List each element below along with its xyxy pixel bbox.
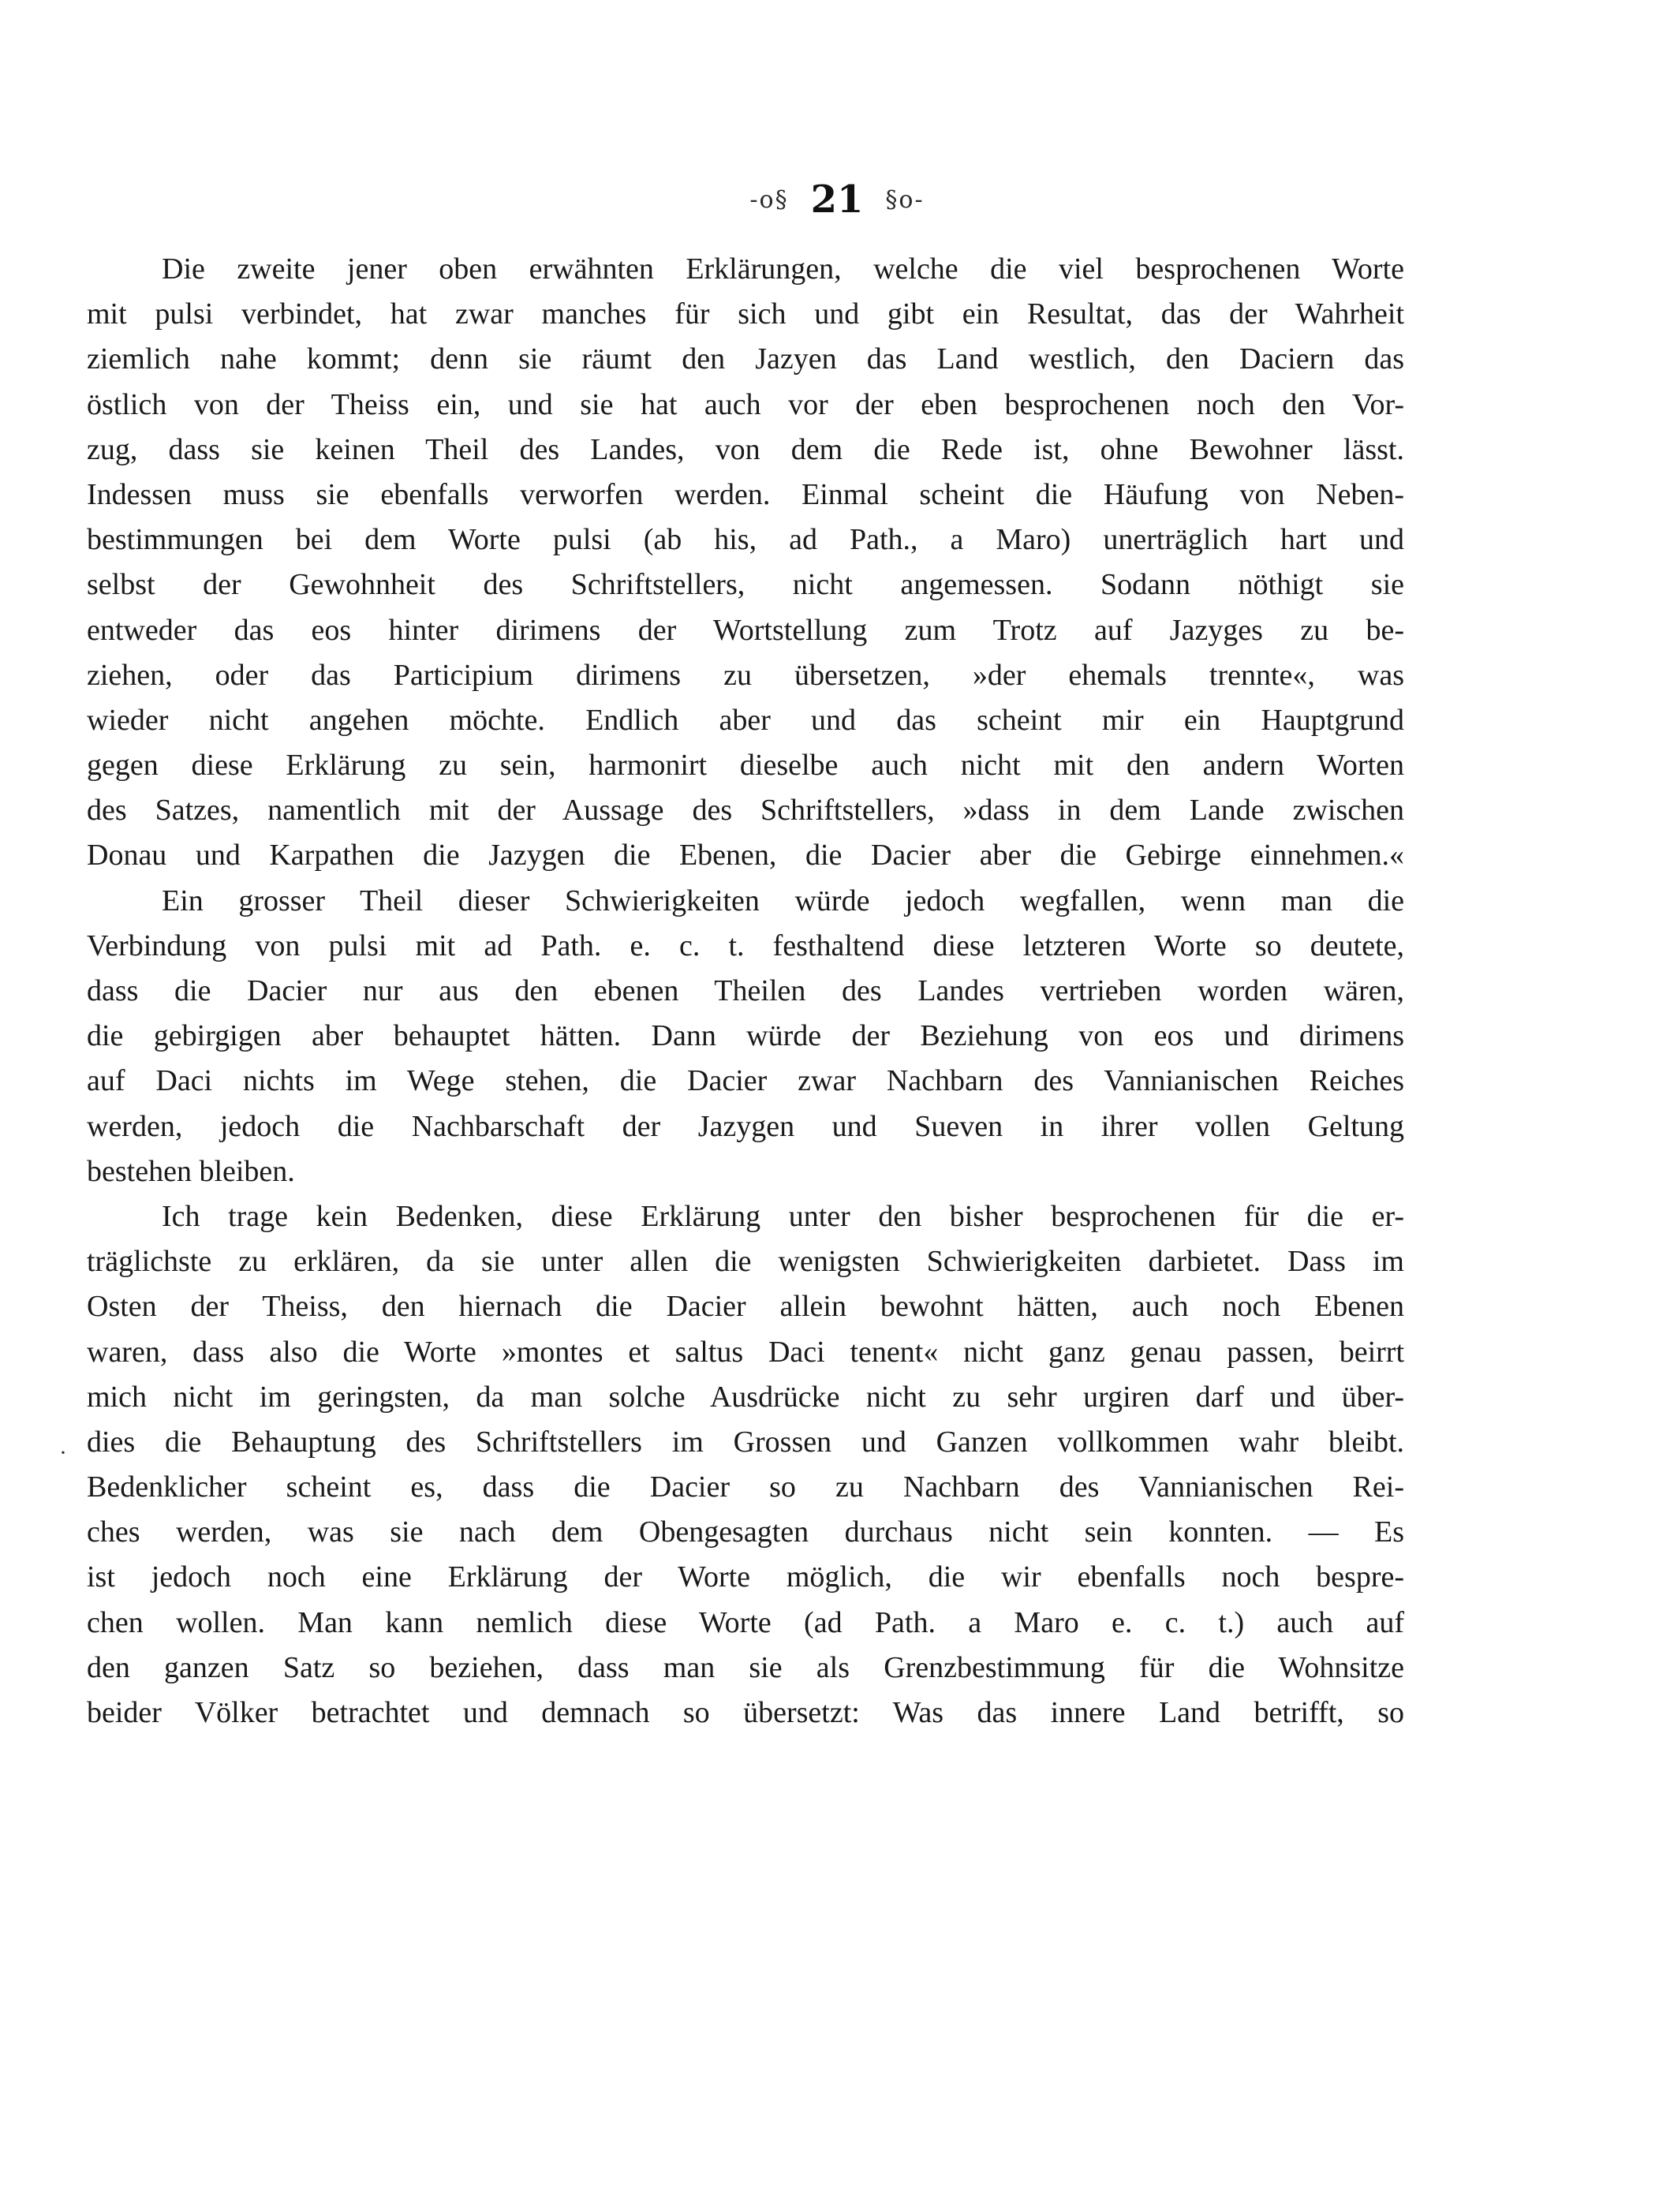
text-line: selbst der Gewohnheit des Schriftstellers, nicht angemessen. Sodann nöthigt sie [87, 568, 1404, 602]
text-line: ziehen, oder das Participium dirimens zu übersetzen, »der ehemals trennte«, was [87, 658, 1404, 692]
text-line: ches werden, was sie nach dem Obengesagten durchaus nicht sein konnten. — Es [87, 1515, 1404, 1549]
text-line: östlich von der Theiss ein, und sie hat auch vor der eben besprochenen noch den Vor- [87, 387, 1404, 421]
left-ornament: -o§ [749, 185, 789, 214]
text-line: beider Völker betrachtet und demnach so übersetzt: Was das innere Land betrifft, so [87, 1696, 1404, 1729]
text-line: dass die Dacier nur aus den ebenen Theilen des Landes vertrieben worden wären, [87, 974, 1404, 1007]
page-header [0, 172, 1674, 227]
text-line: gegen diese Erklärung zu sein, harmonirt dieselbe auch nicht mit den andern Worten [87, 749, 1404, 783]
text-line: mit pulsi verbindet, hat zwar manches für sich und gibt ein Resultat, das der Wahrheit [87, 297, 1404, 331]
text-line: Verbindung von pulsi mit ad Path. e. c. t. festhaltend diese letzteren Worte so deutete, [87, 929, 1404, 962]
text-line: auf Daci nichts im Wege stehen, die Dacier zwar Nachbarn des Vannianischen Reiches [87, 1064, 1404, 1098]
text-line: ist jedoch noch eine Erklärung der Worte möglich, die wir ebenfalls noch bespre- [87, 1560, 1404, 1594]
margin-mark: · [59, 1440, 67, 1466]
text-line: entweder das eos hinter dirimens der Wortstellung zum Trotz auf Jazyges zu be- [87, 613, 1404, 647]
text-line: waren, dass also die Worte »montes et saltus Daci tenent« nicht ganz genau passen, beirrt [87, 1335, 1404, 1369]
text-line: Donau und Karpathen die Jazygen die Ebenen, die Dacier aber die Gebirge einnehmen.« [87, 839, 1404, 872]
text-line: dies die Behauptung des Schriftstellers im Grossen und Ganzen vollkommen wahr bleibt. [87, 1425, 1404, 1459]
text-line: Ein grosser Theil dieser Schwierigkeiten würde jedoch wegfallen, wenn man die [162, 884, 1404, 917]
text-line: Indessen muss sie ebenfalls verworfen werden. Einmal scheint die Häufung von Neben- [87, 477, 1404, 511]
page-number: 21 [810, 177, 864, 222]
text-line: die gebirgigen aber behauptet hätten. Dann würde der Beziehung von eos und dirimens [87, 1019, 1404, 1053]
text-line: bestimmungen bei dem Worte pulsi (ab his, ad Path., a Maro) unerträglich hart und [87, 523, 1404, 557]
text-line: werden, jedoch die Nachbarschaft der Jazygen und Sueven in ihrer vollen Geltung [87, 1109, 1404, 1143]
right-ornament: §o- [885, 185, 925, 214]
text-line: träglichste zu erklären, da sie unter allen die wenigsten Schwierigkeiten darbietet. Dass im [87, 1245, 1404, 1279]
text-line: bestehen bleiben. [87, 1154, 295, 1188]
text-line: Bedenklicher scheint es, dass die Dacier so zu Nachbarn des Vannianischen Rei- [87, 1470, 1404, 1504]
text-line: den ganzen Satz so beziehen, dass man sie als Grenzbestimmung für die Wohnsitze [87, 1650, 1404, 1684]
body-text [87, 247, 1404, 1736]
text-line: Osten der Theiss, den hiernach die Dacier allein bewohnt hätten, auch noch Ebenen [87, 1290, 1404, 1324]
text-line: chen wollen. Man kann nemlich diese Worte (ad Path. a Maro e. c. t.) auch auf [87, 1605, 1404, 1639]
text-line: Ich trage kein Bedenken, diese Erklärung unter den bisher besprochenen für die er- [162, 1199, 1404, 1233]
text-line: ziemlich nahe kommt; denn sie räumt den Jazyen das Land westlich, den Daciern das [87, 342, 1404, 376]
text-line: zug, dass sie keinen Theil des Landes, von dem die Rede ist, ohne Bewohner lässt. [87, 432, 1404, 466]
text-line: wieder nicht angehen möchte. Endlich aber und das scheint mir ein Hauptgrund [87, 703, 1404, 737]
text-line: Die zweite jener oben erwähnten Erklärungen, welche die viel besprochenen Worte [162, 252, 1404, 286]
text-line: mich nicht im geringsten, da man solche Ausdrücke nicht zu sehr urgiren darf und über- [87, 1380, 1404, 1414]
text-line: des Satzes, namentlich mit der Aussage des Schriftstellers, »dass in dem Lande zwischen [87, 794, 1404, 828]
